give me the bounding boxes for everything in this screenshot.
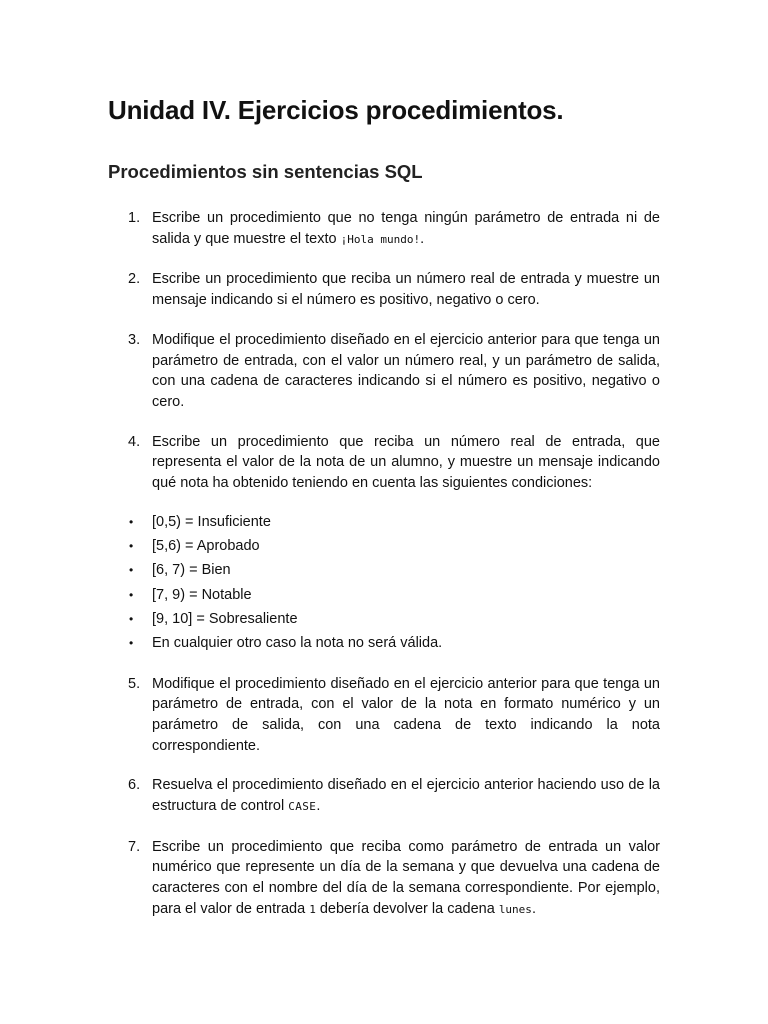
exercise-1 — [108, 208, 660, 250]
exercise-3 — [108, 330, 660, 413]
document-title: Unidad IV. Ejercicios procedimientos. — [108, 95, 564, 125]
exercise-list — [108, 208, 660, 494]
condition-item — [108, 583, 660, 607]
bullet-icon: • — [129, 636, 134, 651]
exercise-number: 2. — [128, 271, 141, 288]
exercise-list-continued — [108, 674, 660, 921]
condition-item — [108, 631, 660, 655]
exercise-7 — [108, 837, 660, 921]
condition-text: [9, 10] = Sobresaliente — [152, 610, 298, 627]
condition-item — [108, 558, 660, 582]
condition-item — [108, 607, 660, 631]
exercise-number: 1. — [128, 210, 141, 226]
bullet-icon: • — [129, 587, 134, 602]
exercise-6 — [108, 775, 660, 817]
exercise-number: 3. — [128, 331, 141, 348]
exercise-code: ¡Hola mundo! — [340, 232, 421, 246]
exercise-2 — [108, 269, 660, 310]
section-title: Procedimientos sin sentencias SQL — [108, 161, 423, 182]
exercise-text: Escribe un procedimiento que reciba un número real de entrada, que representa el valor de la nota de un alumno, y muestre un mensaje indicando qué nota ha obtenido teniendo en cuenta las siguientes condiciones: — [152, 433, 660, 492]
exercise-code: lunes — [498, 902, 532, 916]
bullet-icon: • — [129, 611, 134, 626]
exercise-text: Modifique el procedimiento diseñado en el ejercicio anterior para que tenga un parámetro de entrada, con el valor un número real, y un parámetro de salida, con una cadena de caracteres indicando si el número es positivo, negativo o cero. — [152, 331, 660, 410]
exercise-text: Escribe un procedimiento que no tenga ningún parámetro de entrada ni de salida y que muestre el texto — [152, 210, 660, 247]
bullet-icon: • — [129, 539, 134, 554]
condition-item — [108, 510, 660, 534]
exercise-code: CASE — [288, 800, 317, 814]
exercise-text-end: . — [316, 798, 321, 815]
condition-item — [108, 534, 660, 558]
exercise-text: Resuelva el procedimiento diseñado en el ejercicio anterior haciendo uso de la estructura de control — [152, 777, 660, 815]
exercise-text-mid: debería devolver la cadena — [315, 900, 499, 917]
exercise-text-end: . — [420, 230, 425, 247]
condition-text: [7, 9) = Notable — [152, 586, 252, 603]
exercise-number: 6. — [128, 777, 141, 794]
bullet-icon: • — [129, 563, 134, 578]
exercise-text-end: . — [531, 900, 536, 917]
condition-text: [5,6) = Aprobado — [152, 538, 260, 555]
exercise-number: 5. — [128, 675, 141, 692]
condition-text: [6, 7) = Bien — [152, 562, 231, 579]
exercise-number: 7. — [128, 838, 141, 855]
exercise-code: 1 — [309, 902, 316, 916]
condition-text: [0,5) = Insuficiente — [152, 513, 271, 530]
exercise-4 — [108, 432, 660, 494]
exercise-text: Escribe un procedimiento que reciba un número real de entrada y muestre un mensaje indicando si el número es positivo, negativo o cero. — [152, 271, 660, 309]
conditions-list — [108, 510, 660, 656]
exercise-5 — [108, 674, 660, 757]
bullet-icon: • — [129, 514, 134, 529]
exercise-text: Modifique el procedimiento diseñado en el ejercicio anterior para que tenga un parámetro de entrada, con el valor de la nota en formato numérico y un parámetro de salida, con una cadena de texto indicando la nota correspondiente. — [152, 675, 660, 754]
exercise-text: Escribe un procedimiento que reciba como parámetro de entrada un valor numérico que represente un día de la semana y que devuelva una cadena de caracteres con el nombre del día de la semana correspondiente. Por ejemplo, para el valor de entrada — [152, 838, 660, 917]
exercise-number: 4. — [128, 433, 141, 450]
condition-text: En cualquier otro caso la nota no será válida. — [152, 635, 443, 652]
